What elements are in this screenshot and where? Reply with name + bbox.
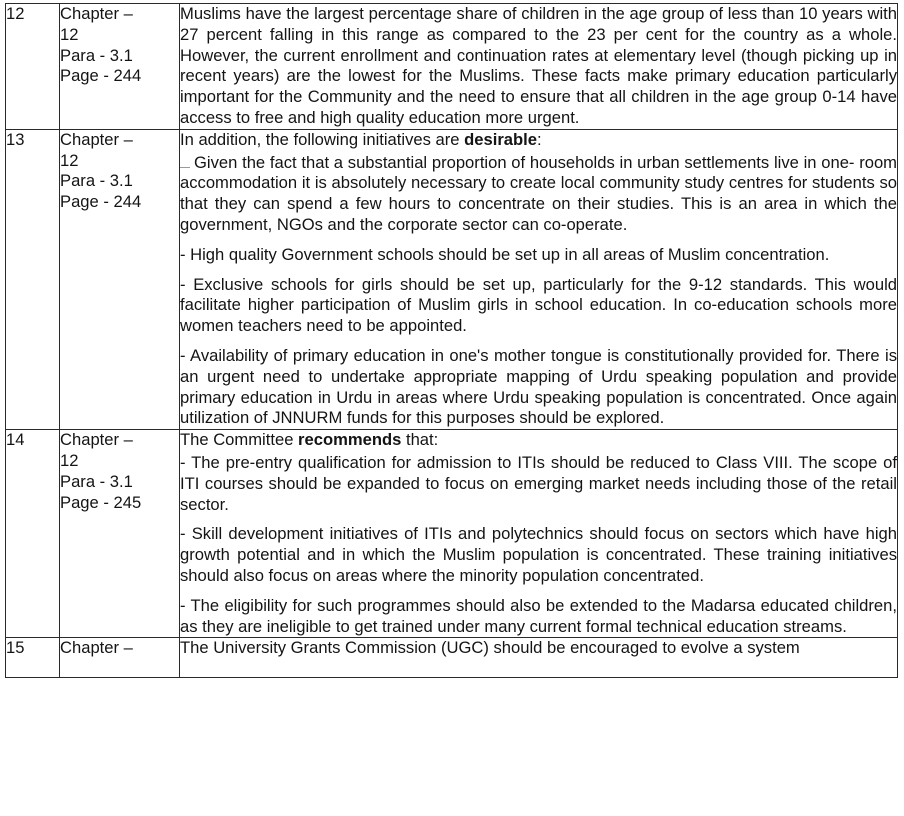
paragraph: Muslims have the largest percentage share of children in the age group of less than 10 years with 27 percent falling in this range as compared to the 23 per cent for the country as a whole. However, the current enrollment and continuation rates at elementary level (though picking up in recent years) are the lowest for the Muslims. These facts make primary education particularly important for the Community and the need to ensure that all children in the age group 0-14 have access to free and high quality education more urgent. [180,4,897,127]
bullet-mark [180,153,190,168]
table-row [6,430,898,638]
paragraph: Given the fact that a substantial proportion of households in urban settlements live in one- room accommodation it is absolutely necessary to create local community study centres for students so that they can spend a few hours to concentrate on their studies. This is an area in which the government, NGOs and the corporate sector can co-operate. [180,152,897,234]
reference-cell [60,638,180,678]
paragraph: - The eligibility for such programmes should also be extended to the Madarsa educated children, as they are ineligible to get trained under many current formal technical education streams. [180,595,897,636]
ref-chapter-number: 12 [60,150,79,170]
text-cell [180,4,898,130]
emphasis-desirable: desirable [464,129,537,149]
ref-chapter-number: 12 [60,450,79,470]
intro-line: The Committee recommends that: [180,430,439,450]
reference-cell [60,430,180,638]
table-row [6,129,898,429]
ref-para: Para - 3.1 [60,171,133,191]
emphasis-recommends: recommends [298,430,402,450]
paragraph: - Exclusive schools for girls should be set up, particularly for the 9-12 standards. This would facilitate higher participation of Muslim girls in school education. In co-education schools more women teachers need to be appointed. [180,274,897,336]
ref-para: Para - 3.1 [60,45,133,65]
ref-chapter: Chapter – [60,430,133,450]
ref-chapter-number: 12 [60,24,79,44]
reference-cell [60,4,180,130]
paragraph: - High quality Government schools should be set up in all areas of Muslim concentration. [180,244,830,264]
paragraph: - The pre-entry qualification for admission to ITIs should be reduced to Class VIII. The scope of ITI courses should be expanded to focus on emerging market needs including those of the retail sector. [180,452,897,514]
row-number: 13 [6,129,60,429]
row-number: 15 [6,638,60,678]
text-cell [180,638,898,678]
text-cell [180,129,898,429]
row-number: 12 [6,4,60,130]
intro-line: In addition, the following initiatives are desirable: [180,129,542,149]
ref-chapter: Chapter – [60,638,133,658]
paragraph: - Skill development initiatives of ITIs and polytechnics should focus on sectors which have high growth potential and in which the Muslim population is concentrated. These training initiatives should also focus on areas where the minority population concentrated. [180,524,897,585]
ref-chapter: Chapter – [60,129,133,149]
table-row-partial [6,638,898,678]
ref-page: Page - 244 [60,192,142,212]
table-row [6,4,898,130]
row-number: 14 [6,430,60,638]
text-cell [180,430,898,638]
ref-page: Page - 245 [60,492,142,512]
paragraph: The University Grants Commission (UGC) should be encouraged to evolve a system [180,638,800,658]
reference-cell [60,129,180,429]
paragraph: - Availability of primary education in one's mother tongue is constitutionally provided for. There is an urgent need to undertake appropriate mapping of Urdu speaking population and provide primary education in Urdu in areas where Urdu speaking population is concentrated. Once again utilization of JNNURM funds for this purposes should be explored. [180,345,897,428]
ref-para: Para - 3.1 [60,471,133,491]
recommendations-table [5,3,898,678]
ref-chapter: Chapter – [60,4,133,23]
ref-page: Page - 244 [60,66,142,86]
